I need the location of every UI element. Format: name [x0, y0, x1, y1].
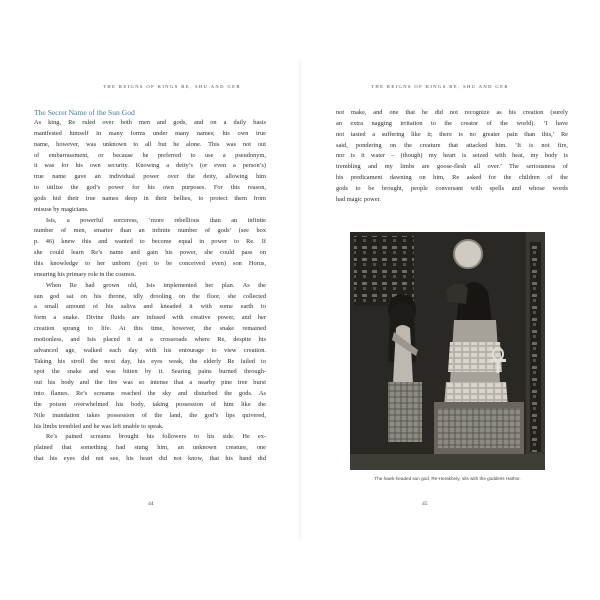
- text-line: manifested himself in many forms under many names; his own true: [34, 129, 266, 137]
- text-line: p. 46) knew this and wanted to become equal in power to Re. If: [34, 238, 266, 246]
- right-page-number: 45: [422, 501, 428, 507]
- text-line: advanced age, walked each day with his entourage to view creation.: [34, 346, 266, 354]
- text-line: it was for his own security. Knowing a deity’s (or even a person’s): [34, 162, 266, 170]
- text-line: not make, and one that he did not recognize as his creation (surely: [336, 109, 568, 116]
- text-line: this knowledge to her unborn (yet to be conceived even) son Horus,: [34, 259, 266, 267]
- section-heading: The Secret Name of the Sun God: [34, 108, 135, 117]
- text-line: misuse by magicians.: [34, 205, 89, 213]
- text-line: motionless, and Isis placed it at a crossroads where Re, despite his: [34, 335, 266, 343]
- text-line: not tasted a suffering like it; there is no greater pain than this,’ Re: [336, 130, 568, 138]
- text-line: When Re had grown old, Isis implemented her plan. As the: [46, 281, 266, 289]
- text-line: As king, Re ruled over both men and gods, and on a daily basis: [34, 119, 266, 126]
- text-line: Isis, a powerful sorceress, ‘more rebellious than an infinite: [46, 216, 266, 224]
- text-line: nor is it water – (though) my heart is seized with heat, my body is: [336, 152, 568, 160]
- text-line: spot the snake and was bitten by it. Searing pains burned through-: [34, 368, 266, 376]
- text-line: of embarrassment, or because he preferred to use a pseudonym,: [34, 151, 266, 159]
- text-line: the poison overwhelmed his body, taking possession of him like the: [34, 400, 266, 408]
- text-line: into flames. Re’s screams reached the sky and disturbed the gods. As: [34, 390, 266, 398]
- text-line: out his body and the fire was so intense that a nearby pine tree burst: [34, 379, 266, 387]
- text-line: Re’s pained screams brought his followers to his side. He ex-: [46, 433, 266, 441]
- text-line: a small amount of his saliva and kneaded it with some earth to: [34, 303, 266, 311]
- text-line: plained that something had stung him, an unknown creature, one: [34, 444, 266, 452]
- text-line: creation sprang to life. At this time, however, the snake remained: [34, 325, 266, 333]
- right-running-head: THE REIGNS OF KINGS RE, SHU AND GEB: [371, 84, 509, 89]
- text-line: an extra nagging irritation to the creator of the world). ‘I have: [336, 119, 568, 127]
- text-line: name, however, was unknown to all but he alone. This was not out: [34, 140, 266, 148]
- text-line: that his eyes did not see, his heart did not know, that his hand did: [34, 455, 266, 463]
- egyptian-relief-photo: [350, 232, 545, 470]
- text-line: ensuring his primary role in the cosmos.: [34, 270, 137, 278]
- figure-caption: The hawk-headed sun god, Re-Horakhety, sits with the goddess Hathor.: [374, 476, 521, 481]
- text-line: had magic power.: [336, 195, 381, 203]
- left-running-head: THE REIGNS OF KINGS RE, SHU AND GEB: [103, 84, 241, 89]
- text-line: form a snake. Divine fluids are infused with creative power, and her: [34, 314, 266, 322]
- left-page-number: 44: [148, 501, 154, 507]
- text-line: Taking his stroll the next day, his eyes weak, the elderly Re failed to: [34, 357, 266, 365]
- text-line: said, pondering on the creature that attacked him. ‘It is not fire,: [336, 141, 568, 149]
- text-line: his predicament dawning on him, Re asked for the children of the: [336, 174, 568, 182]
- text-line: Nile inundation takes possession of the land, the god’s lips quivered,: [34, 411, 266, 419]
- text-line: she could learn Re’s name and gain his power, she could pass on: [34, 249, 266, 257]
- text-line: number of men, smarter than an infinite number of gods’ (see box: [34, 227, 266, 235]
- text-line: gods to be brought, people conversant with spells and whose words: [336, 184, 568, 192]
- text-line: sun god sat on his throne, idly drooling on the floor, she collected: [34, 292, 266, 300]
- left-body-text: [34, 118, 266, 465]
- right-body-text: [336, 108, 568, 206]
- text-line: his limbs trembled and he was left unable to speak.: [34, 422, 164, 430]
- relief-illustration: [350, 232, 545, 470]
- text-line: gods hid their true names deep in their bellies, to protect them from: [34, 194, 266, 202]
- text-line: trembling and my limbs are goose-flesh all over.’ The seriousness of: [336, 163, 568, 171]
- right-page: [300, 0, 600, 600]
- text-line: to utilize the god’s power for his own purposes. For this reason,: [34, 184, 266, 192]
- text-line: true name gave an individual power over the deity, allowing him: [34, 173, 266, 181]
